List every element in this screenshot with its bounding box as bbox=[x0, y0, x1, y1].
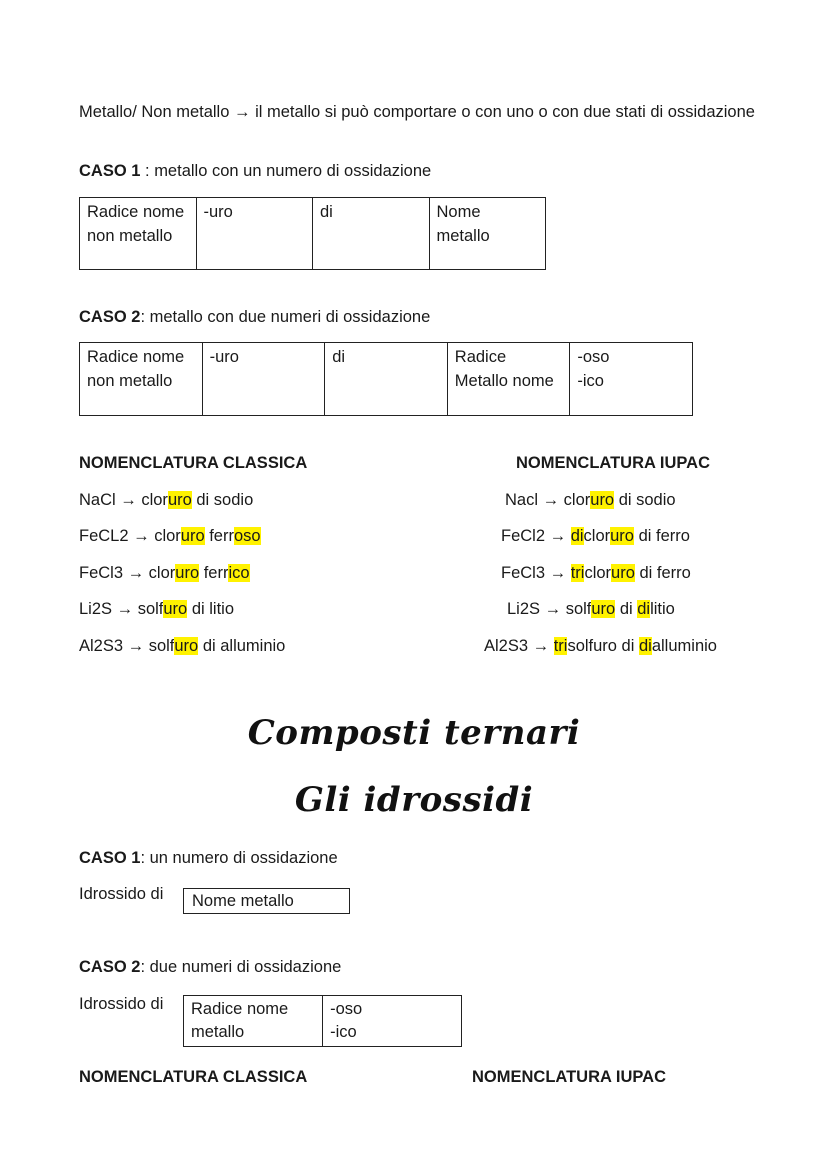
formula-text: Al2S3 → bbox=[484, 637, 554, 655]
table1-cell: Nome metallo bbox=[429, 198, 546, 270]
iupac-title: NOMENCLATURA IUPAC bbox=[516, 454, 711, 472]
classica-title: NOMENCLATURA CLASSICA bbox=[79, 454, 308, 472]
iupac-line bbox=[501, 527, 690, 546]
highlighted-suffix: di bbox=[637, 600, 651, 618]
table2-cell: Radice Metallo nome bbox=[447, 343, 570, 416]
suffix-oso-ico: -oso -ico bbox=[330, 1000, 363, 1041]
formula-text: Li2S → solf bbox=[507, 600, 592, 618]
formula-text: litio bbox=[650, 600, 675, 618]
formula-text: FeCl3 → bbox=[501, 564, 571, 582]
caso1-label: CASO 1 bbox=[79, 162, 141, 180]
caso1-table bbox=[79, 197, 546, 270]
classica-line bbox=[79, 637, 285, 656]
footer-classica-title: NOMENCLATURA CLASSICA bbox=[79, 1068, 308, 1086]
formula-text: NaCl → clor bbox=[79, 491, 168, 509]
formula-text: Al2S3 → solf bbox=[79, 637, 175, 655]
table2-cell bbox=[570, 343, 693, 416]
formula-text: di bbox=[615, 600, 638, 618]
iupac-line bbox=[505, 491, 676, 510]
table1-cell: -uro bbox=[196, 198, 313, 270]
highlighted-suffix: uro bbox=[611, 564, 635, 582]
nome-metallo-box: Nome metallo bbox=[183, 888, 350, 914]
formula-text: FeCl3 → clor bbox=[79, 564, 176, 582]
highlighted-suffix: uro bbox=[590, 491, 615, 509]
table1-cell: Radice nome non metallo bbox=[80, 198, 197, 270]
heading-composti-ternari: Composti ternari bbox=[247, 713, 581, 753]
formula-text: di sodio bbox=[614, 491, 676, 509]
intro-paragraph: Metallo/ Non metallo → il metallo si può comportare o con uno o con due stati di ossidazione bbox=[79, 103, 755, 121]
highlighted-suffix: oso bbox=[233, 527, 261, 545]
footer-iupac-title: NOMENCLATURA IUPAC bbox=[472, 1068, 667, 1086]
idrossidi-caso2-table bbox=[183, 995, 462, 1047]
highlighted-suffix: di bbox=[639, 637, 652, 655]
classica-line bbox=[79, 564, 250, 583]
highlighted-suffix: ico bbox=[228, 564, 250, 582]
table2-cell: Radice nome non metallo bbox=[80, 343, 203, 416]
radice-metallo-cell: Radice nome metallo bbox=[184, 996, 323, 1047]
formula-text: Li2S → solf bbox=[79, 600, 164, 618]
highlighted-suffix: tri bbox=[570, 564, 585, 582]
formula-text: di ferro bbox=[633, 527, 690, 545]
idrossidi-caso2-label: CASO 2 bbox=[79, 958, 141, 976]
highlighted-suffix: uro bbox=[174, 637, 199, 655]
formula-text: FeCL2 → clor bbox=[79, 527, 181, 545]
table1-cell: di bbox=[313, 198, 430, 270]
caso2-table bbox=[79, 342, 693, 416]
formula-text: di alluminio bbox=[198, 637, 286, 655]
highlighted-suffix: uro bbox=[180, 527, 205, 545]
formula-text: FeCl2 → bbox=[501, 527, 571, 545]
caso2-label: CASO 2 bbox=[79, 308, 141, 326]
caso2-text: : metallo con due numeri di ossidazione bbox=[140, 308, 431, 326]
formula-text: di litio bbox=[187, 600, 235, 618]
classica-line bbox=[79, 527, 261, 546]
highlighted-suffix: uro bbox=[175, 564, 200, 582]
suffix-cell bbox=[323, 996, 462, 1047]
highlighted-suffix: uro bbox=[591, 600, 616, 618]
idrossido-label-1: Idrossido di bbox=[79, 885, 164, 903]
formula-text: di ferro bbox=[634, 564, 691, 582]
iupac-line bbox=[501, 564, 691, 583]
highlighted-suffix: tri bbox=[553, 637, 568, 655]
idrossidi-caso1-label: CASO 1 bbox=[79, 849, 141, 867]
idrossidi-caso2-text: : due numeri di ossidazione bbox=[140, 958, 342, 976]
highlighted-suffix: di bbox=[570, 527, 584, 545]
formula-text: di sodio bbox=[191, 491, 254, 509]
heading-idrossidi: Gli idrossidi bbox=[294, 780, 534, 820]
idrossidi-caso1-heading bbox=[79, 849, 338, 868]
idrossidi-caso2-heading bbox=[79, 958, 341, 977]
highlighted-suffix: uro bbox=[610, 527, 634, 545]
classica-line bbox=[79, 491, 253, 510]
table2-suffix-ico: -ico bbox=[577, 372, 604, 390]
highlighted-suffix: uro bbox=[163, 600, 188, 618]
formula-text: ferr bbox=[204, 527, 234, 545]
iupac-line bbox=[507, 600, 675, 619]
formula-text: ferr bbox=[199, 564, 229, 582]
highlighted-suffix: uro bbox=[167, 491, 192, 509]
idrossidi-caso1-text: : un numero di ossidazione bbox=[140, 849, 338, 867]
formula-text: Nacl → clor bbox=[505, 491, 591, 509]
caso2-heading bbox=[79, 308, 430, 327]
table2-cell: di bbox=[325, 343, 448, 416]
formula-text: clor bbox=[583, 527, 611, 545]
classica-line bbox=[79, 600, 234, 619]
formula-text: solfuro di bbox=[567, 637, 639, 655]
formula-text: alluminio bbox=[651, 637, 717, 655]
caso1-text: : metallo con un numero di ossidazione bbox=[140, 162, 432, 180]
table2-suffix-oso: -oso bbox=[577, 348, 610, 366]
formula-text: clor bbox=[584, 564, 612, 582]
table2-cell: -uro bbox=[202, 343, 325, 416]
iupac-line bbox=[484, 637, 717, 656]
caso1-heading bbox=[79, 162, 431, 181]
idrossido-label-2: Idrossido di bbox=[79, 995, 164, 1013]
